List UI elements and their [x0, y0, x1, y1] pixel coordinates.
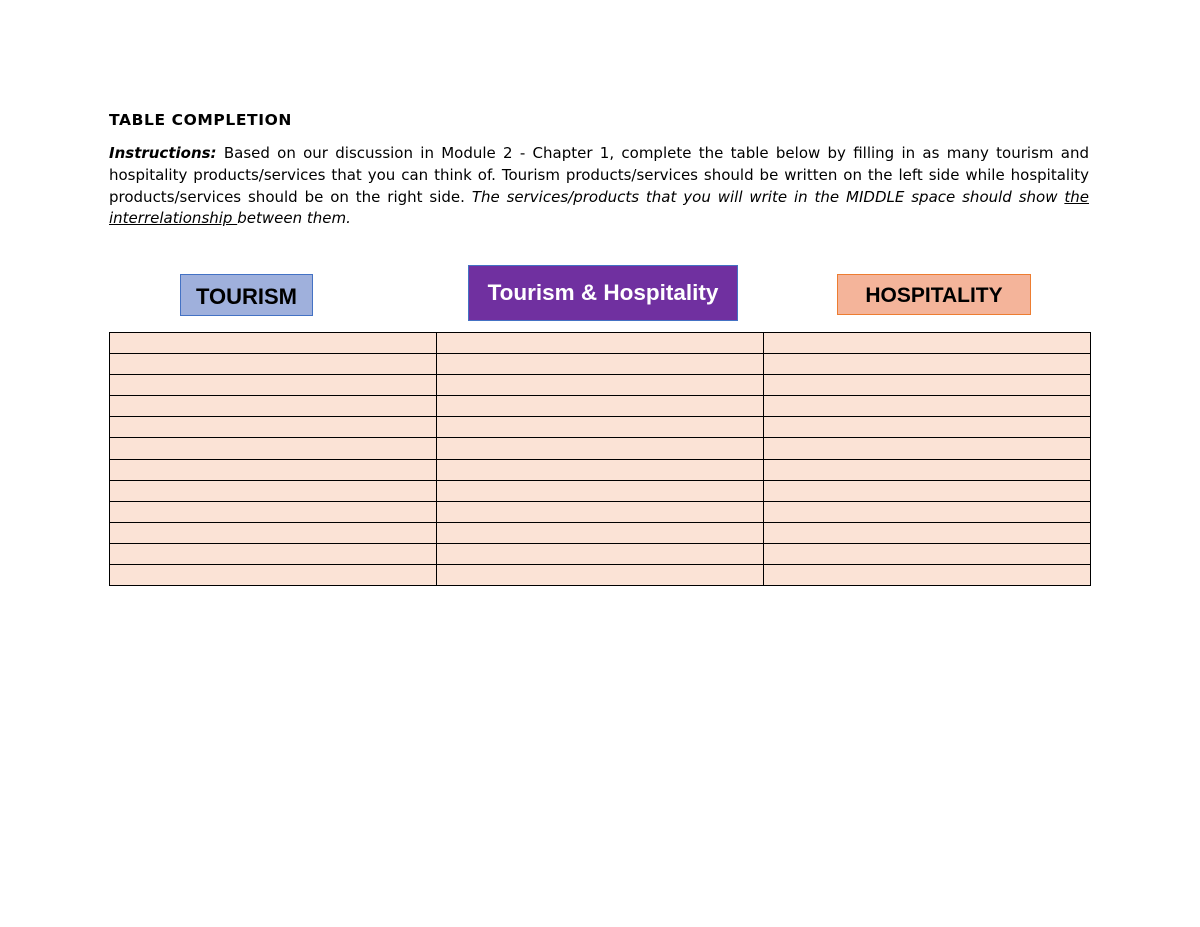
tourism-hospitality-label: Tourism & Hospitality — [468, 265, 738, 321]
tourism-cell[interactable] — [110, 459, 437, 480]
table-row — [110, 501, 1091, 522]
interrelationship-cell[interactable] — [437, 438, 764, 459]
instructions-italic-2: between them. — [237, 209, 351, 228]
hospitality-cell[interactable] — [764, 438, 1091, 459]
hospitality-cell[interactable] — [764, 501, 1091, 522]
instructions-italic-1: The services/products that you will write in the MIDDLE space should show — [471, 187, 1065, 206]
table-row — [110, 480, 1091, 501]
instructions-lead: Instructions: — [109, 144, 217, 162]
table-row — [110, 522, 1091, 543]
hospitality-cell[interactable] — [764, 543, 1091, 564]
tourism-cell[interactable] — [110, 438, 437, 459]
hospitality-cell[interactable] — [764, 459, 1091, 480]
tourism-cell[interactable] — [110, 354, 437, 375]
interrelationship-cell[interactable] — [437, 543, 764, 564]
tourism-cell[interactable] — [110, 565, 437, 586]
table-row — [110, 543, 1091, 564]
hospitality-cell[interactable] — [764, 480, 1091, 501]
hospitality-cell[interactable] — [764, 565, 1091, 586]
page-title: TABLE COMPLETION — [109, 111, 292, 129]
instructions-body: Based on our discussion in Module 2 - Chapter 1, complete the table below by filling in as many tourism and hospitality products/services that you can think of. Tourism products/services should be written on the left side while hospitality products/services should be on the right side. — [109, 144, 1089, 206]
interrelationship-cell[interactable] — [437, 375, 764, 396]
table-row — [110, 417, 1091, 438]
hospitality-cell[interactable] — [764, 522, 1091, 543]
table-row — [110, 438, 1091, 459]
interrelationship-cell[interactable] — [437, 565, 764, 586]
table-row — [110, 333, 1091, 354]
tourism-cell[interactable] — [110, 543, 437, 564]
hospitality-label: HOSPITALITY — [837, 274, 1031, 315]
hospitality-cell[interactable] — [764, 354, 1091, 375]
tourism-cell[interactable] — [110, 396, 437, 417]
tourism-cell[interactable] — [110, 522, 437, 543]
interrelationship-cell[interactable] — [437, 522, 764, 543]
tourism-cell[interactable] — [110, 375, 437, 396]
table-row — [110, 375, 1091, 396]
tourism-cell[interactable] — [110, 501, 437, 522]
table-row — [110, 396, 1091, 417]
table-row — [110, 459, 1091, 480]
hospitality-cell[interactable] — [764, 396, 1091, 417]
table-row — [110, 565, 1091, 586]
interrelationship-cell[interactable] — [437, 396, 764, 417]
interrelationship-cell[interactable] — [437, 417, 764, 438]
completion-table-body — [110, 333, 1091, 586]
table-row — [110, 354, 1091, 375]
hospitality-cell[interactable] — [764, 333, 1091, 354]
tourism-cell[interactable] — [110, 480, 437, 501]
interrelationship-cell[interactable] — [437, 333, 764, 354]
interrelationship-cell[interactable] — [437, 459, 764, 480]
interrelationship-cell[interactable] — [437, 354, 764, 375]
interrelationship-cell[interactable] — [437, 501, 764, 522]
instructions-paragraph — [109, 143, 1089, 230]
tourism-cell[interactable] — [110, 417, 437, 438]
hospitality-cell[interactable] — [764, 375, 1091, 396]
hospitality-cell[interactable] — [764, 417, 1091, 438]
completion-table — [109, 332, 1091, 586]
tourism-cell[interactable] — [110, 333, 437, 354]
interrelationship-cell[interactable] — [437, 480, 764, 501]
tourism-label: TOURISM — [180, 274, 313, 316]
instructions-underlined: the interrelationship — [109, 187, 1089, 228]
